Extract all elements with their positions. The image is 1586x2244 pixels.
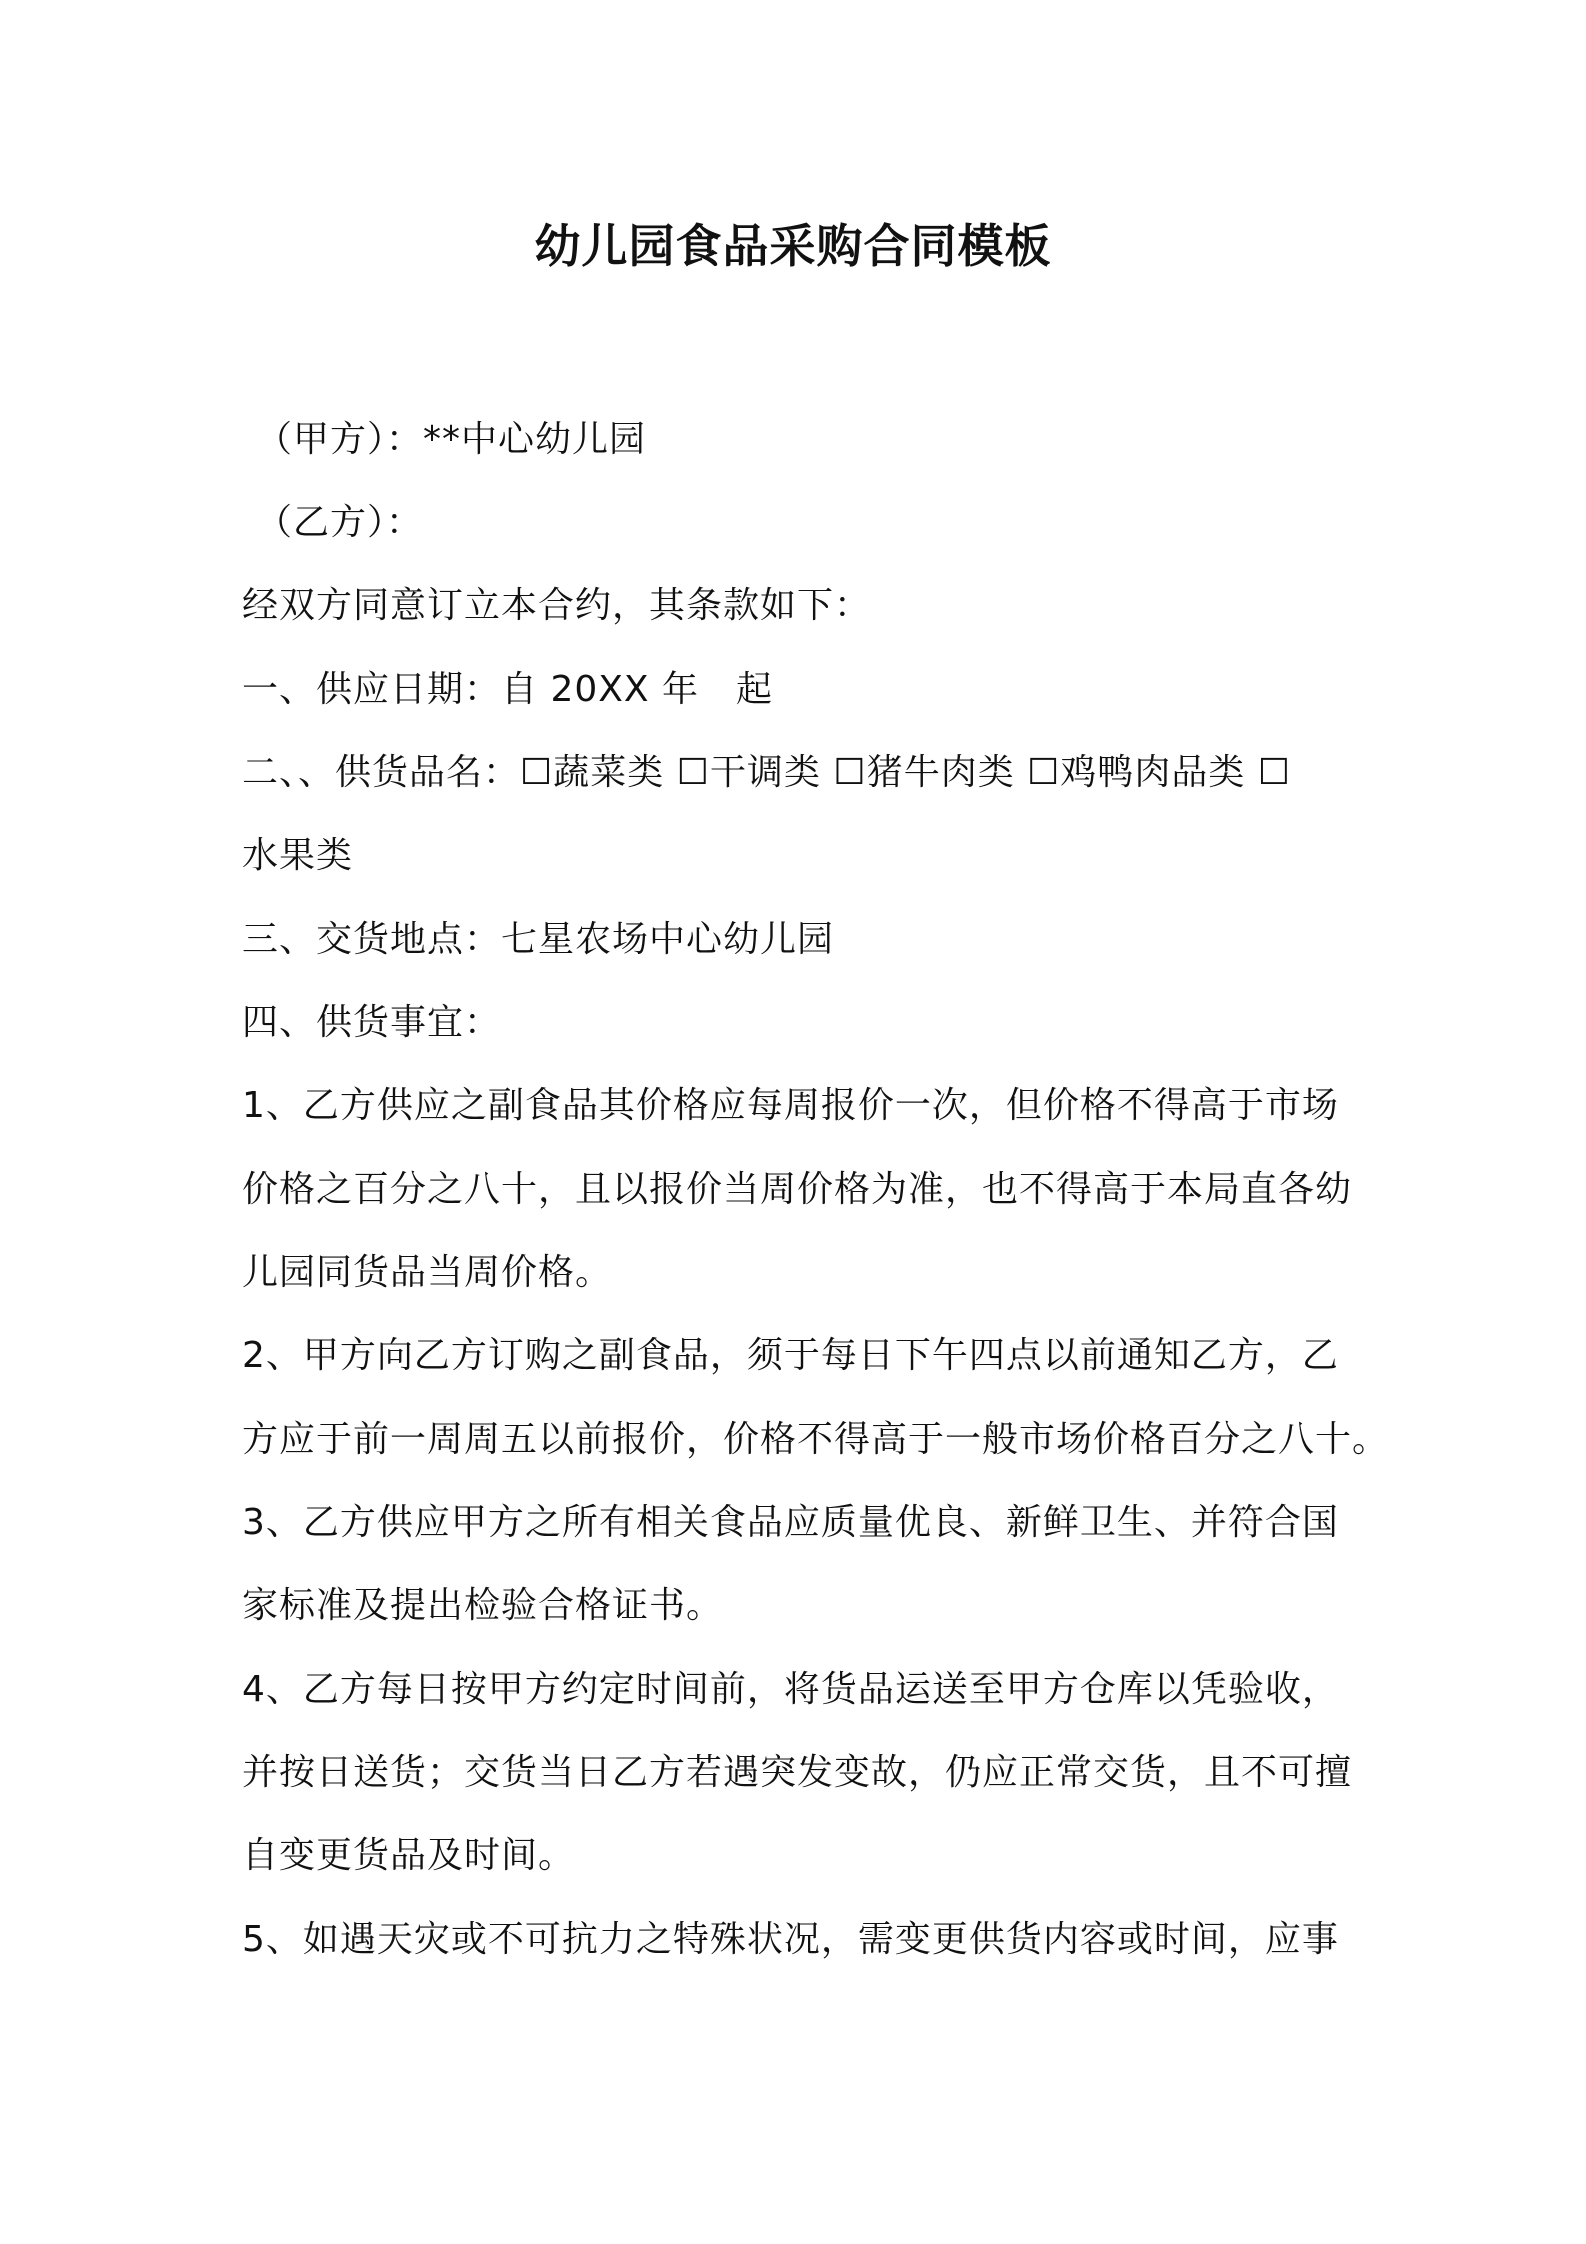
item-4-line-1: 4、乙方每日按甲方约定时间前，将货品运送至甲方仓库以凭验收， <box>242 1669 1339 1710</box>
item-1-line-2: 价格之百分之八十，且以报价当周价格为准，也不得高于本局直各幼 <box>242 1169 1353 1210</box>
document-title: 幼儿园食品采购合同模板 <box>534 219 1052 273</box>
item-1-line-3: 儿园同货品当周价格。 <box>242 1252 613 1293</box>
item-3-line-2: 家标准及提出检验合格证书。 <box>242 1585 724 1626</box>
clause-goods-names: 二、、供货品名：☐蔬菜类 ☐干调类 ☐猪牛肉类 ☐鸡鸭肉品类 ☐ <box>242 752 1292 793</box>
item-4-line-2: 并按日送货；交货当日乙方若遇突发变故，仍应正常交货，且不可擅 <box>242 1752 1353 1793</box>
clause-delivery-location: 三、交货地点：七星农场中心幼儿园 <box>242 919 835 960</box>
clause-goods-names-cont: 水果类 <box>242 835 354 876</box>
item-3-line-1: 3、乙方供应甲方之所有相关食品应质量优良、新鲜卫生、并符合国 <box>242 1502 1339 1543</box>
party-b-line: （乙方）： <box>256 502 424 543</box>
clause-supply-matters: 四、供货事宜： <box>242 1002 502 1043</box>
intro-line: 经双方同意订立本合约，其条款如下： <box>242 585 872 626</box>
clause-supply-date: 一、供应日期：自 20XX 年 起 <box>242 669 774 710</box>
item-5-line-1: 5、如遇天灾或不可抗力之特殊状况，需变更供货内容或时间，应事 <box>242 1919 1339 1960</box>
item-2-line-1: 2、甲方向乙方订购之副食品，须于每日下午四点以前通知乙方，乙 <box>242 1335 1339 1376</box>
item-4-line-3: 自变更货品及时间。 <box>242 1835 576 1876</box>
party-a-line: （甲方）：**中心幼儿园 <box>256 419 647 460</box>
item-2-line-2: 方应于前一周周五以前报价，价格不得高于一般市场价格百分之八十。 <box>242 1419 1390 1460</box>
item-1-line-1: 1、乙方供应之副食品其价格应每周报价一次，但价格不得高于市场 <box>242 1085 1339 1126</box>
